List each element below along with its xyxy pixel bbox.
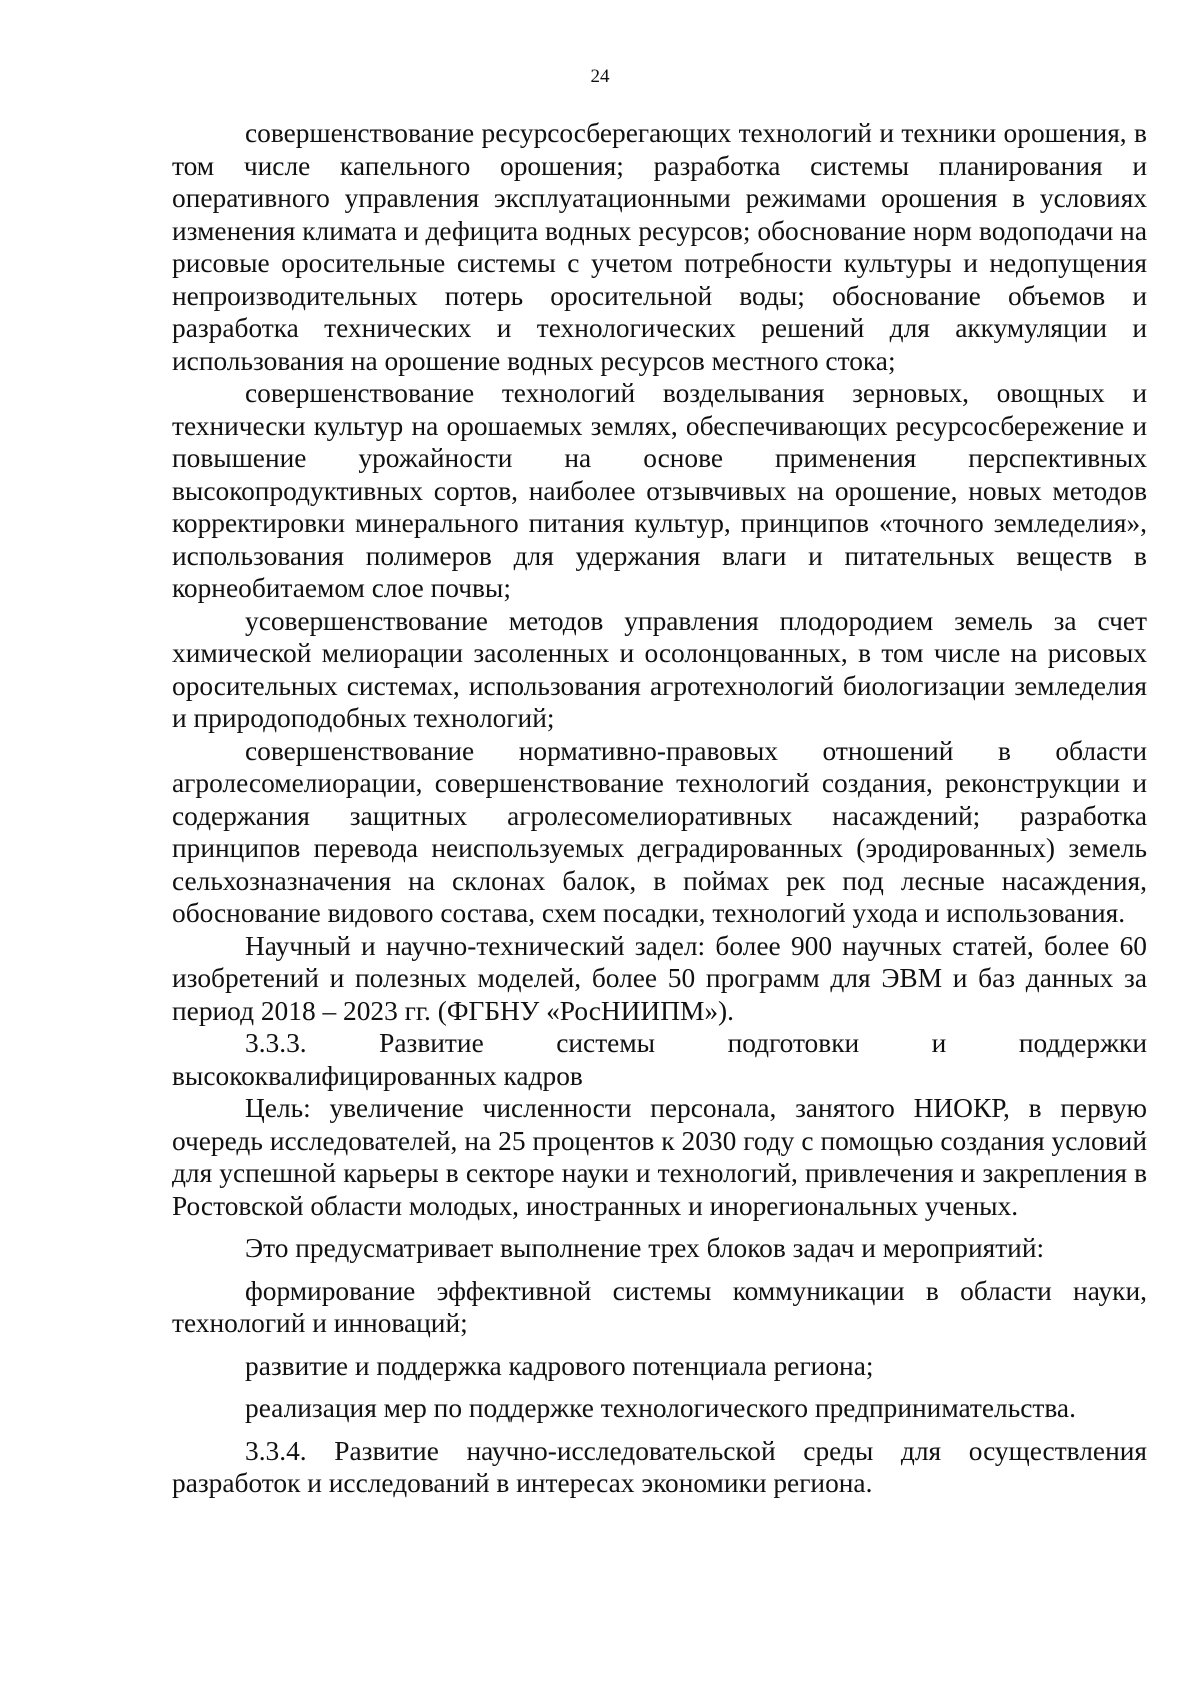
section-heading-3-3-3: 3.3.3. Развитие системы подготовки и поддержки высококвалифицированных кадров [172,1028,1147,1091]
page-number: 24 [590,66,610,87]
paragraph-goal: Цель: увеличение численности персонала, занятого НИОКР, в первую очередь исследователей, на 25 процентов к 2030 году с помощью создания условий для успешной карьеры в секторе науки и технологий, привлечения и закрепления в Ростовской области молодых, иностранных и инорегиональных ученых. [172,1093,1147,1221]
paragraph-scientific-backlog: Научный и научно-технический задел: более 900 научных статей, более 60 изобретений и полезных моделей, более 50 программ для ЭВМ и баз данных за период 2018 – 2023 гг. (ФГБНУ «РосНИИПМ»). [172,930,1147,1026]
paragraph-irrigation-technologies: совершенствование ресурсосберегающих технологий и техники орошения, в том числе капельного орошения; разработка системы планирования и оперативного управления эксплуатационными режимами орошения в условиях изменения климата и дефицита водных ресурсов; обоснование норм водоподачи на рисовые оросительные системы с учетом потребности культуры и недопущения непроизводительных потерь оросительной воды; обоснование объемов и разработка технических и технологических решений для аккумуляции и использования на орошение водных ресурсов местного стока; [172,118,1147,376]
paragraph-crop-cultivation: совершенствование технологий возделывания зерновых, овощных и технически культур на орошаемых землях, обеспечивающих ресурсосбережение и повышение урожайности на основе применения перспективных высокопродуктивных сортов, наиболее отзывчивых на орошение, новых методов корректировки минерального питания культур, принципов «точного земледелия», использования полимеров для удержания влаги и питательных веществ в корнеобитаемом слое почвы; [172,378,1147,603]
list-item-entrepreneurship-support: реализация мер по поддержке технологического предпринимательства. [245,1393,1076,1423]
paragraph-soil-fertility: усовершенствование методов управления плодородием земель за счет химической мелиорации засоленных и осолонцованных, в том числе на рисовых оросительных системах, использования агротехнологий биологизации земледелия и природоподобных технологий; [172,605,1147,733]
section-heading-3-3-4: 3.3.4. Развитие научно-исследовательской среды для осуществления разработок и исследований в интересах экономики региона. [172,1435,1147,1498]
list-item-personnel-potential: развитие и поддержка кадрового потенциала региона; [245,1350,874,1381]
document-body [172,117,1147,1500]
paragraph-task-blocks-intro: Это предусматривает выполнение трех блоков задач и мероприятий: [245,1233,1045,1263]
paragraph-agroforestry: совершенствование нормативно-правовых отношений в области агролесомелиорации, совершенствование технологий создания, реконструкции и содержания защитных агролесомелиоративных насаждений; разработка принципов перевода неиспользуемых деградированных (эродированных) земель сельхозназначения на склонах балок, в поймах рек под лесные насаждения, обоснование видового состава, схем посадки, технологий ухода и использования. [172,735,1147,928]
list-item-communication-system: формирование эффективной системы коммуникации в области науки, технологий и инноваций; [172,1275,1147,1338]
